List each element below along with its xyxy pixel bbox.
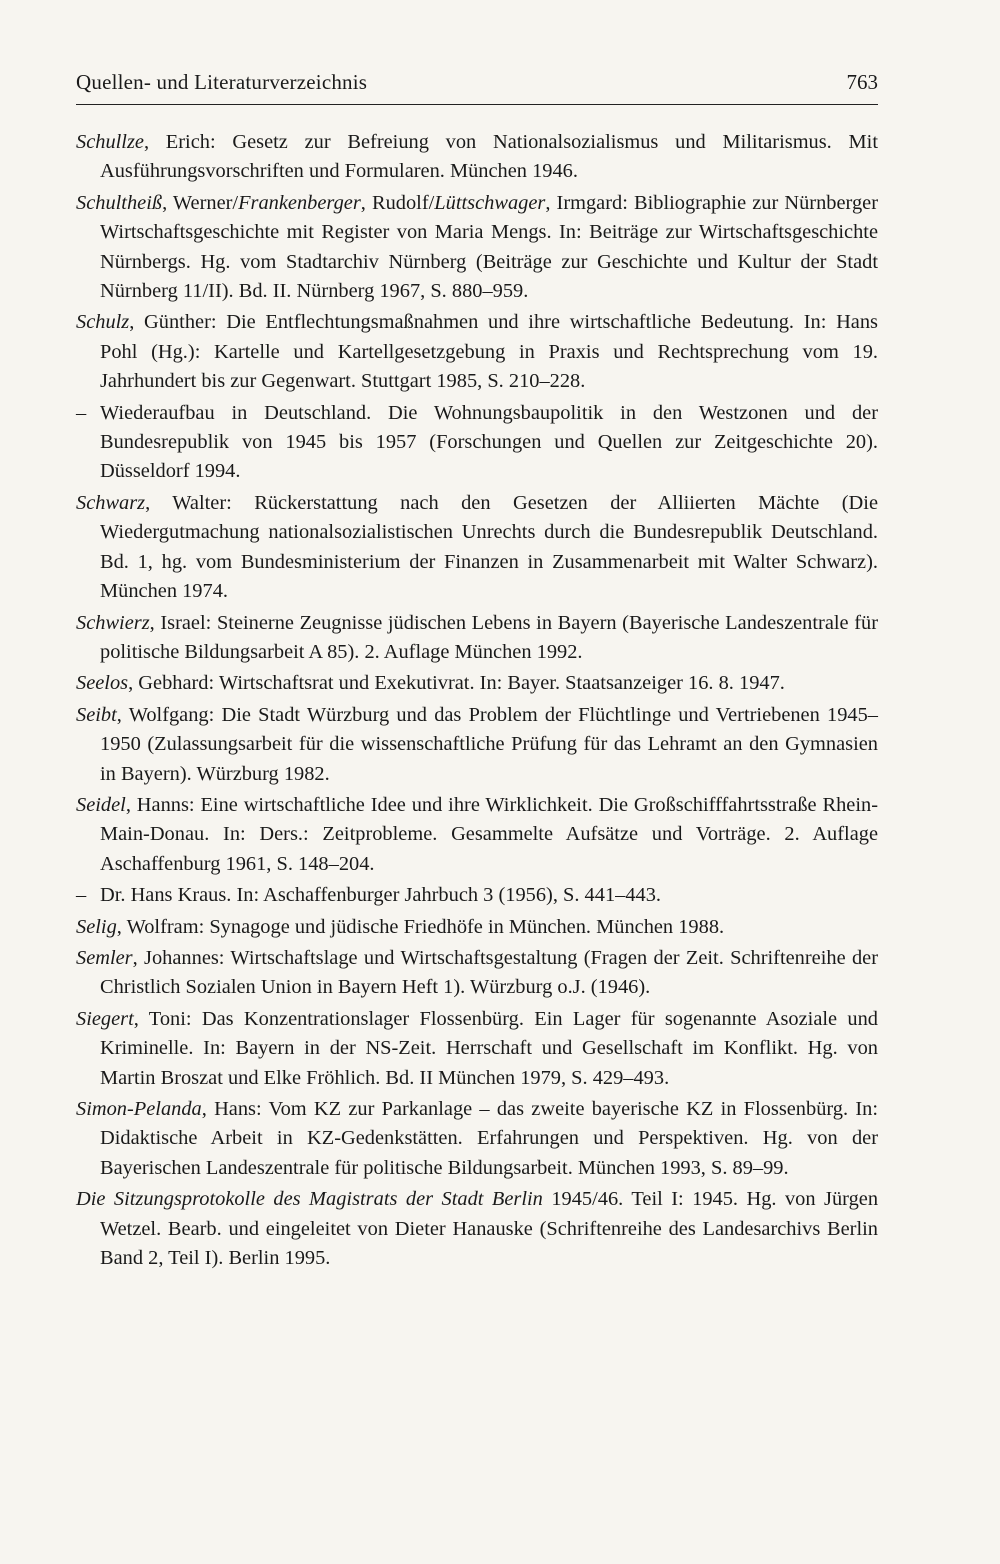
entry-italic-text: Schwierz	[76, 611, 150, 634]
entry-italic-text: Simon-Pelanda	[76, 1098, 202, 1120]
entry-text: 1945/46. Teil I: 1945. Hg. von Jürgen Wetzel. Bearb. und eingeleitet von Dieter Hanauske (Schriftenreihe des Landesarchivs Berlin Band 2, Teil I). Berlin 1995.	[100, 1188, 879, 1270]
entry-text: , Hans: Vom KZ zur Parkanlage – das zweite bayerische KZ in Flossenbürg. In: Didaktische Arbeit in KZ-Gedenkstätten. Erfahrungen und Perspektiven. Hg. von der Bayerischen Landeszentrale für politische Bildungsarbeit. München 1993, S. 89–99.	[100, 1098, 878, 1179]
entry-italic-text: Schulz	[76, 311, 130, 334]
entry-italic-text: Die Sitzungsprotokolle des Magistrats der Stadt Berlin	[76, 1188, 543, 1211]
entry-text: , Rudolf/	[360, 191, 435, 214]
entry-italic-text: Semler	[76, 946, 133, 969]
bibliography-entry	[76, 1005, 878, 1093]
entry-text: , Erich: Gesetz zur Befreiung von Nationalsozialismus und Militarismus. Mit Ausführungsvorschriften und Formularen. München 1946.	[100, 131, 878, 183]
entry-text: , Werner/	[162, 191, 239, 214]
bibliography-entry	[76, 944, 878, 1003]
entry-italic-text: Schultheiß	[76, 191, 163, 214]
bibliography-entry	[76, 881, 878, 910]
bibliography-entry	[76, 1095, 878, 1183]
entry-text: , Günther: Die Entflechtungsmaßnahmen und ihre wirtschaftliche Bedeutung. In: Hans Pohl (Hg.): Kartelle und Kartellgesetzgebung in Praxis und Rechtsprechung vom 19. Jahrhundert bis zur Gegenwart. Stuttgart 1985, S. 210–228.	[100, 311, 878, 393]
bibliography-entry	[76, 1185, 878, 1273]
entry-text: , Wolfram: Synagoge und jüdische Friedhöfe in München. München 1988.	[116, 915, 725, 938]
entry-text: Dr. Hans Kraus. In: Aschaffenburger Jahrbuch 3 (1956), S. 441–443.	[100, 884, 662, 907]
entry-text: , Toni: Das Konzentrationslager Flossenbürg. Ein Lager für sogenannte Asoziale und Kriminelle. In: Bayern in der NS-Zeit. Herrschaft und Gesellschaft im Konflikt. Hg. von Martin Broszat und Elke Fröhlich. Bd. II München 1979, S. 429–493.	[100, 1007, 878, 1089]
entry-italic-text: Lüttschwager	[434, 191, 546, 214]
bibliography-entry	[76, 308, 878, 396]
entry-text: , Gebhard: Wirtschaftsrat und Exekutivrat. In: Bayer. Staatsanzeiger 16. 8. 1947.	[128, 672, 785, 695]
entry-text: Wiederaufbau in Deutschland. Die Wohnungsbaupolitik in den Westzonen und der Bundesrepublik von 1945 bis 1957 (Forschungen und Quellen zur Zeitgeschichte 20). Düsseldorf 1994.	[100, 401, 878, 483]
running-header	[76, 66, 878, 105]
bibliography-list	[76, 128, 878, 1275]
bibliography-entry	[76, 399, 878, 487]
entry-text: , Wolfgang: Die Stadt Würzburg und das Problem der Flüchtlinge und Vertriebenen 1945–1950 (Zulassungsarbeit für die wissenschaftliche Prüfung für das Lehramt an den Gymnasien in Bayern). Würzburg 1982.	[100, 703, 878, 785]
bibliography-entry	[76, 189, 878, 307]
entry-italic-text: Siegert	[76, 1007, 134, 1030]
bibliography-entry	[76, 128, 878, 187]
entry-text: , Johannes: Wirtschaftslage und Wirtschaftsgestaltung (Fragen der Zeit. Schriftenreihe der Christlich Sozialen Union in Bayern Heft 1). Würzburg o.J. (1946).	[100, 946, 878, 999]
entry-italic-text: Schullze	[76, 131, 144, 153]
entry-text: , Walter: Rückerstattung nach den Gesetzen der Alliierten Mächte (Die Wiedergutmachung nationalsozialistischen Unrechts durch die Bundesrepublik Deutschland. Bd. 1, hg. vom Bundesministerium der Finanzen in Zusammenarbeit mit Walter Schwarz). München 1974.	[100, 491, 878, 603]
entry-italic-text: Schwarz	[76, 491, 146, 514]
entry-italic-text: Seibt	[76, 703, 117, 726]
page-number: 763	[846, 70, 878, 94]
entry-text: , Irmgard: Bibliographie zur Nürnberger Wirtschaftsgeschichte mit Register von Maria Mengs. In: Beiträge zur Wirtschaftsgeschichte Nürnbergs. Hg. vom Stadtarchiv Nürnberg (Beiträge zur Geschichte und Kultur der Stadt Nürnberg 11/II). Bd. II. Nürnberg 1967, S. 880–959.	[100, 191, 878, 303]
bibliography-entry	[76, 669, 878, 698]
continuation-dash: –	[76, 401, 87, 424]
bibliography-entry	[76, 791, 878, 879]
bibliography-entry	[76, 489, 878, 607]
entry-text: , Hanns: Eine wirtschaftliche Idee und ihre Wirklichkeit. Die Großschifffahrtsstraße Rhein-Main-Donau. In: Ders.: Zeitprobleme. Gesammelte Aufsätze und Vorträge. 2. Auflage Aschaffenburg 1961, S. 148–204.	[100, 793, 878, 875]
entry-italic-text: Selig	[76, 915, 117, 938]
bibliography-entry	[76, 609, 878, 668]
entry-italic-text: Seelos	[76, 672, 129, 695]
bibliography-entry	[76, 701, 878, 789]
entry-text: , Israel: Steinerne Zeugnisse jüdischen Lebens in Bayern (Bayerische Landeszentrale für politische Bildungsarbeit A 85). 2. Auflage München 1992.	[100, 611, 878, 663]
running-header-title: Quellen- und Literaturverzeichnis	[76, 70, 368, 94]
entry-italic-text: Frankenberger	[238, 191, 361, 214]
entry-italic-text: Seidel	[76, 793, 126, 816]
bibliography-entry	[76, 913, 878, 942]
continuation-dash: –	[76, 884, 87, 907]
